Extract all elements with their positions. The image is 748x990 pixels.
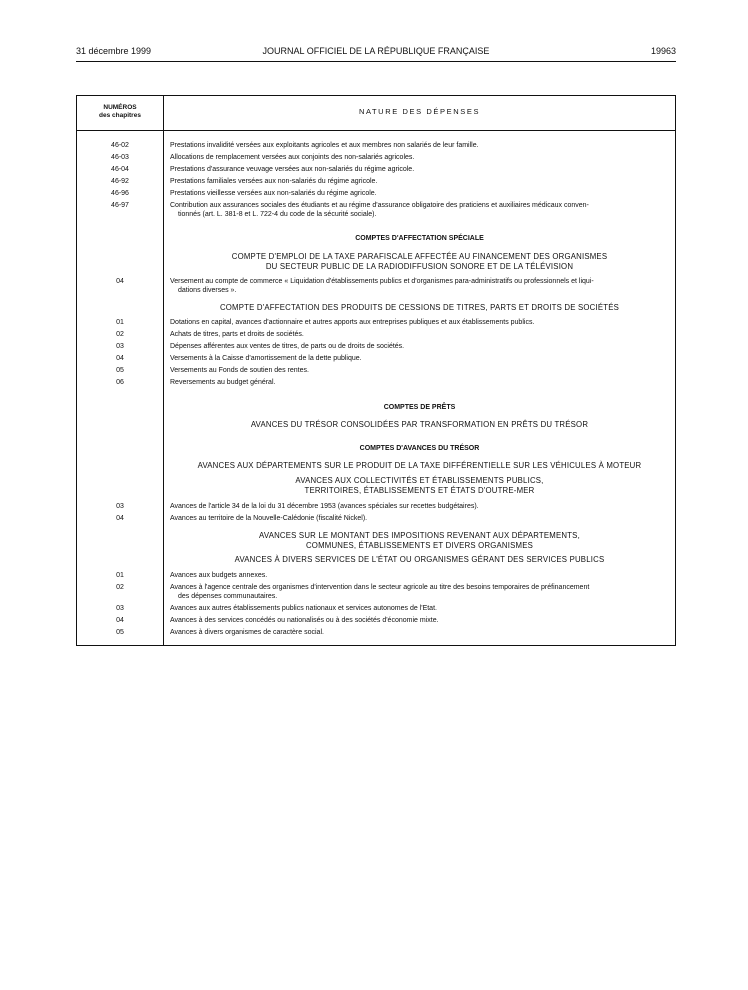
- chapter-number: 46-92: [111, 178, 129, 185]
- expense-description: Avances à des services concédés ou nationalisés ou à des sociétés d'économie mixte.: [170, 617, 439, 624]
- header-rule: [76, 61, 676, 62]
- chapter-number: 01: [116, 319, 124, 326]
- section-heading-impositions: [164, 531, 675, 551]
- expense-description: [170, 201, 671, 219]
- expense-description: Avances aux budgets annexes.: [170, 572, 268, 579]
- chapter-number: 03: [116, 343, 124, 350]
- section-heading-avances-consolidees: AVANCES DU TRÉSOR CONSOLIDÉES PAR TRANSFORMATION EN PRÊTS DU TRÉSOR: [250, 420, 589, 429]
- column-header-numbers: [77, 104, 163, 120]
- chapter-number: 46-04: [111, 166, 129, 173]
- expense-description: Avances au territoire de la Nouvelle-Calédonie (fiscalité Nickel).: [170, 515, 368, 522]
- page-header: [76, 45, 676, 59]
- chapter-number: 46-02: [111, 142, 129, 149]
- expense-description-line1: Versement au compte de commerce « Liquidation d'établissements publics et d'organismes para-administratifs ou professionnels et liqui-: [170, 278, 594, 285]
- section-heading-impositions-line2: COMMUNES, ÉTABLISSEMENTS ET DIVERS ORGANISMES: [305, 541, 534, 550]
- section-heading-collectivites-line2: TERRITOIRES, ÉTABLISSEMENTS ET ÉTATS D'OUTRE-MER: [304, 486, 535, 495]
- chapter-number: 02: [116, 584, 124, 591]
- expense-description-line2: tionnés (art. L. 381-8 et L. 722-4 du code de la sécurité sociale).: [178, 211, 377, 218]
- section-heading-taxe-line2: DU SECTEUR PUBLIC DE LA RADIODIFFUSION SONORE ET DE LA TÉLÉVISION: [265, 262, 574, 271]
- expense-description: Avances à divers organismes de caractère social.: [170, 629, 324, 636]
- expense-description: Achats de titres, parts et droits de sociétés.: [170, 331, 304, 338]
- section-heading-divers-services: AVANCES À DIVERS SERVICES DE L'ÉTAT OU ORGANISMES GÉRANT DES SERVICES PUBLICS: [234, 555, 605, 564]
- page-number: 19963: [650, 46, 676, 56]
- chapter-number: 06: [116, 379, 124, 386]
- expense-description: [170, 583, 671, 601]
- section-heading-collectivites: [164, 476, 675, 496]
- chapter-number: 04: [116, 515, 124, 522]
- column-header-numbers-line2: des chapitres: [99, 112, 141, 119]
- chapter-number: 02: [116, 331, 124, 338]
- expense-description: Avances de l'article 34 de la loi du 31 décembre 1953 (avances spéciales sur recettes budgétaires).: [170, 503, 479, 510]
- expenses-table: [76, 95, 676, 646]
- expense-description: Reversements au budget général.: [170, 379, 276, 386]
- expense-description: Dépenses afférentes aux ventes de titres, de parts ou de droits de sociétés.: [170, 343, 405, 350]
- expense-description-line2: des dépenses communautaires.: [178, 593, 278, 600]
- chapter-number: 04: [116, 355, 124, 362]
- chapter-number: 03: [116, 503, 124, 510]
- section-heading-taxe-line1: COMPTE D'EMPLOI DE LA TAXE PARAFISCALE AFFECTÉE AU FINANCEMENT DES ORGANISMES: [231, 252, 608, 261]
- section-heading-taxe: [164, 252, 675, 272]
- expense-description: Dotations en capital, avances d'actionnaire et autres apports aux entreprises publiques et aux établissements publics.: [170, 319, 535, 326]
- expense-description: Versements au Fonds de soutien des rentes.: [170, 367, 309, 374]
- section-heading-impositions-line1: AVANCES SUR LE MONTANT DES IMPOSITIONS REVENANT AUX DÉPARTEMENTS,: [259, 531, 580, 540]
- expense-description-line1: Contribution aux assurances sociales des étudiants et au régime d'assurance obligatoire des praticiens et auxiliaires médicaux conven-: [170, 202, 589, 209]
- chapter-number: 04: [116, 617, 124, 624]
- expense-description: Versements à la Caisse d'amortissement de la dette publique.: [170, 355, 362, 362]
- section-heading-cessions: COMPTE D'AFFECTATION DES PRODUITS DE CESSIONS DE TITRES, PARTS ET DROITS DE SOCIÉTÉS: [219, 303, 620, 312]
- expense-description: Prestations familiales versées aux non-salariés du régime agricole.: [170, 178, 378, 185]
- section-heading-prets: COMPTES DE PRÊTS: [383, 404, 456, 411]
- chapter-number: 46-03: [111, 154, 129, 161]
- expense-description: Allocations de remplacement versées aux conjoints des non-salariés agricoles.: [170, 154, 415, 161]
- column-header-nature: NATURE DES DÉPENSES: [358, 107, 481, 116]
- chapter-number: 46-96: [111, 190, 129, 197]
- expense-description: Prestations d'assurance veuvage versées aux non-salariés du régime agricole.: [170, 166, 415, 173]
- expense-description: Prestations invalidité versées aux exploitants agricoles et aux membres non salariés de leur famille.: [170, 142, 479, 149]
- chapter-number: 05: [116, 367, 124, 374]
- expense-description: Prestations vieillesse versées aux non-salariés du régime agricole.: [170, 190, 377, 197]
- section-heading-cas: COMPTES D'AFFECTATION SPÉCIALE: [355, 235, 484, 242]
- section-heading-comptes-avances: COMPTES D'AVANCES DU TRÉSOR: [359, 445, 480, 452]
- expense-description-line2: dations diverses ».: [178, 287, 237, 294]
- section-heading-collectivites-line1: AVANCES AUX COLLECTIVITÉS ET ÉTABLISSEMENTS PUBLICS,: [295, 476, 544, 485]
- chapter-number: 46-97: [111, 202, 129, 209]
- section-heading-departements: AVANCES AUX DÉPARTEMENTS SUR LE PRODUIT DE LA TAXE DIFFÉRENTIELLE SUR LES VÉHICULES À MOTEUR: [197, 461, 642, 470]
- journal-title: JOURNAL OFFICIEL DE LA RÉPUBLIQUE FRANÇAISE: [262, 46, 490, 56]
- column-header-numbers-line1: NUMÉROS: [103, 104, 137, 111]
- expense-description: [170, 277, 671, 295]
- chapter-number: 04: [116, 278, 124, 285]
- expense-description: Avances aux autres établissements publics nationaux et services autonomes de l'Etat.: [170, 605, 437, 612]
- chapter-number: 03: [116, 605, 124, 612]
- chapter-number: 05: [116, 629, 124, 636]
- header-date: 31 décembre 1999: [76, 46, 152, 56]
- header-rule-table: [77, 130, 675, 131]
- expense-description-line1: Avances à l'agence centrale des organismes d'intervention dans le secteur agricole au titre des besoins temporaires de préfinancement: [170, 584, 590, 591]
- chapter-number: 01: [116, 572, 124, 579]
